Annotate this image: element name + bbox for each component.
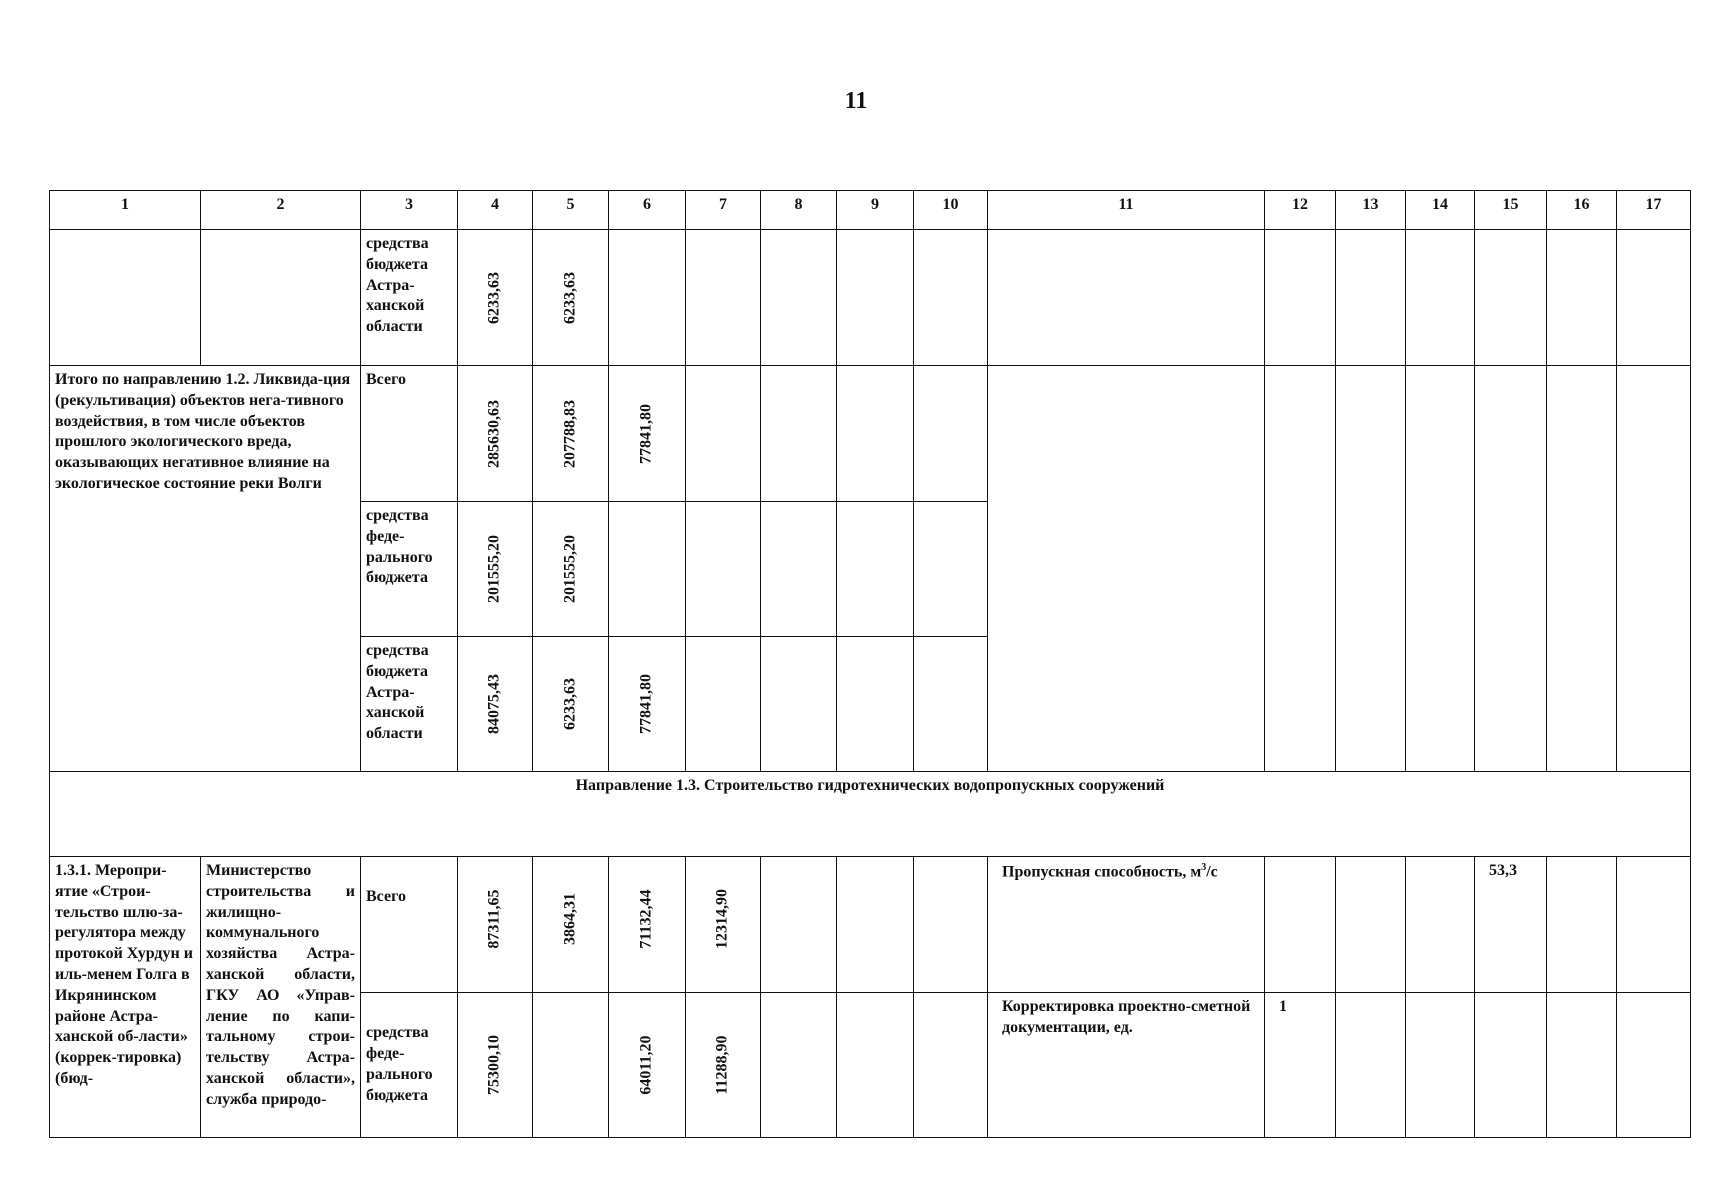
- header-cell: 10: [914, 191, 988, 230]
- empty-cell: [837, 366, 914, 502]
- value-text: 285630,63: [485, 399, 503, 468]
- indicator-cell: Корректировка проектно-сметной документации, ед.: [988, 993, 1265, 1138]
- indicator-cell: [988, 857, 1265, 993]
- empty-cell: [1547, 993, 1617, 1138]
- empty-cell: [686, 637, 761, 772]
- value-cell: [458, 857, 533, 993]
- page-number: 11: [844, 88, 868, 114]
- table-row: [50, 366, 1691, 502]
- value-cell: [533, 637, 609, 772]
- empty-cell: [988, 230, 1265, 366]
- empty-cell: [1336, 366, 1406, 772]
- funding-source: Всего: [361, 857, 458, 993]
- funding-source: средства феде-рального бюджета: [361, 993, 458, 1138]
- empty-cell: [837, 857, 914, 993]
- empty-cell: [837, 502, 914, 637]
- table-row: [50, 230, 1691, 366]
- empty-cell: [914, 993, 988, 1138]
- section-title: Направление 1.3. Строительство гидротехнических водопропускных сооружений: [50, 772, 1691, 857]
- value-text: 201555,20: [561, 535, 579, 603]
- header-cell: 14: [1406, 191, 1475, 230]
- value-text: 77841,80: [637, 403, 655, 464]
- funding-source: средства бюджета Астра-ханской области: [361, 637, 458, 772]
- header-row: [50, 191, 1691, 230]
- empty-cell: [609, 230, 686, 366]
- value-text: 11288,90: [713, 1035, 731, 1095]
- value-cell: [533, 366, 609, 502]
- indicator-sup: 3: [1201, 862, 1207, 873]
- header-cell: 5: [533, 191, 609, 230]
- empty-cell: [1617, 366, 1691, 772]
- empty-cell: [914, 857, 988, 993]
- value-cell: [533, 857, 609, 993]
- executor: Министерство строительства и жилищно-коммунального хозяйства Астра-ханской области, ГКУ АО «Управ-ление по капи-тальному строи-тельству Астра-ханской области», служба природо-: [201, 857, 361, 1138]
- value-cell: [533, 502, 609, 637]
- empty-cell: [1336, 993, 1406, 1138]
- value-text: 87311,65: [485, 889, 503, 949]
- header-cell: 15: [1475, 191, 1547, 230]
- value-text: 77841,80: [637, 674, 655, 734]
- empty-cell: [1475, 366, 1547, 772]
- header-cell: 12: [1265, 191, 1336, 230]
- measure-name: 1.3.1. Меропри-ятие «Строи-тельство шлю-за-регулятора между протокой Хурдун и иль-менем Голга в Икрянинском районе Астра-ханской об-ласти» (коррек-тировка) (бюд-: [50, 857, 201, 1138]
- empty-cell: [1406, 366, 1475, 772]
- header-cell: 2: [201, 191, 361, 230]
- target-cell: 1: [1265, 993, 1336, 1138]
- value-cell: [458, 230, 533, 366]
- value-cell: [533, 230, 609, 366]
- indicator-unit: /с: [1206, 863, 1218, 881]
- empty-cell: [1406, 993, 1475, 1138]
- value-cell: [686, 857, 761, 993]
- empty-cell: [1617, 230, 1691, 366]
- total-label: Итого по направлению 1.2. Ликвида-ция (рекультивация) объектов нега-тивного воздействия, в том числе объектов прошлого экологического вреда, оказывающих негативное влияние на экологическое состояние реки Волги: [50, 366, 361, 772]
- header-cell: 17: [1617, 191, 1691, 230]
- empty-cell: [988, 366, 1265, 772]
- funding-source: средства бюджета Астра-ханской области: [361, 230, 458, 366]
- header-cell: 8: [761, 191, 837, 230]
- empty-cell: [761, 857, 837, 993]
- empty-cell: [201, 230, 361, 366]
- empty-cell: [914, 230, 988, 366]
- header-cell: 4: [458, 191, 533, 230]
- empty-cell: [1265, 230, 1336, 366]
- header-cell: 3: [361, 191, 458, 230]
- program-table: [49, 190, 1691, 1138]
- value-cell: [458, 637, 533, 772]
- funding-source: средства феде-рального бюджета: [361, 502, 458, 637]
- header-cell: 16: [1547, 191, 1617, 230]
- empty-cell: [837, 230, 914, 366]
- value-text: 6233,63: [485, 271, 503, 324]
- value-cell: [458, 993, 533, 1138]
- value-cell: [609, 366, 686, 502]
- empty-cell: [1475, 230, 1547, 366]
- header-cell: 13: [1336, 191, 1406, 230]
- empty-cell: [761, 502, 837, 637]
- header-cell: 7: [686, 191, 761, 230]
- empty-cell: [914, 502, 988, 637]
- value-text: 3864,31: [561, 893, 579, 945]
- empty-cell: [761, 366, 837, 502]
- empty-cell: [1547, 857, 1617, 993]
- empty-cell: [686, 366, 761, 502]
- empty-cell: [914, 366, 988, 502]
- empty-cell: [761, 230, 837, 366]
- value-cell: [609, 857, 686, 993]
- value-text: 201555,20: [485, 535, 503, 603]
- value-text: 84075,43: [485, 674, 503, 734]
- empty-cell: [1617, 857, 1691, 993]
- header-cell: 11: [988, 191, 1265, 230]
- empty-cell: [1547, 230, 1617, 366]
- value-cell: [609, 993, 686, 1138]
- empty-cell: [1265, 366, 1336, 772]
- empty-cell: [1406, 230, 1475, 366]
- value-text: 207788,83: [561, 399, 579, 468]
- empty-cell: [761, 993, 837, 1138]
- value-cell: [458, 502, 533, 637]
- value-cell: [609, 637, 686, 772]
- section-row: [50, 772, 1691, 857]
- empty-cell: [761, 637, 837, 772]
- value-text: 6233,63: [561, 271, 579, 324]
- empty-cell: [1547, 366, 1617, 772]
- value-text: 12314,90: [713, 889, 731, 949]
- empty-cell: [1336, 230, 1406, 366]
- target-cell: [1475, 993, 1547, 1138]
- value-text: 6233,63: [561, 678, 579, 730]
- empty-cell: [686, 230, 761, 366]
- empty-cell: [914, 637, 988, 772]
- value-cell: [686, 993, 761, 1138]
- empty-cell: [837, 993, 914, 1138]
- value-cell: [533, 993, 609, 1138]
- empty-cell: [837, 637, 914, 772]
- empty-cell: [1406, 857, 1475, 993]
- header-cell: 9: [837, 191, 914, 230]
- empty-cell: [50, 230, 201, 366]
- target-cell: 53,3: [1475, 857, 1547, 993]
- value-cell: [458, 366, 533, 502]
- funding-source: Всего: [361, 366, 458, 502]
- header-cell: 6: [609, 191, 686, 230]
- value-text: 64011,20: [637, 1035, 655, 1095]
- header-cell: 1: [50, 191, 201, 230]
- indicator-text: Пропускная способность, м: [1002, 863, 1202, 881]
- value-cell: [609, 502, 686, 637]
- empty-cell: [1617, 993, 1691, 1138]
- target-cell: [1265, 857, 1336, 993]
- empty-cell: [1336, 857, 1406, 993]
- value-text: 71132,44: [637, 889, 655, 949]
- empty-cell: [686, 502, 761, 637]
- value-text: 75300,10: [485, 1035, 503, 1095]
- table-row: [50, 857, 1691, 993]
